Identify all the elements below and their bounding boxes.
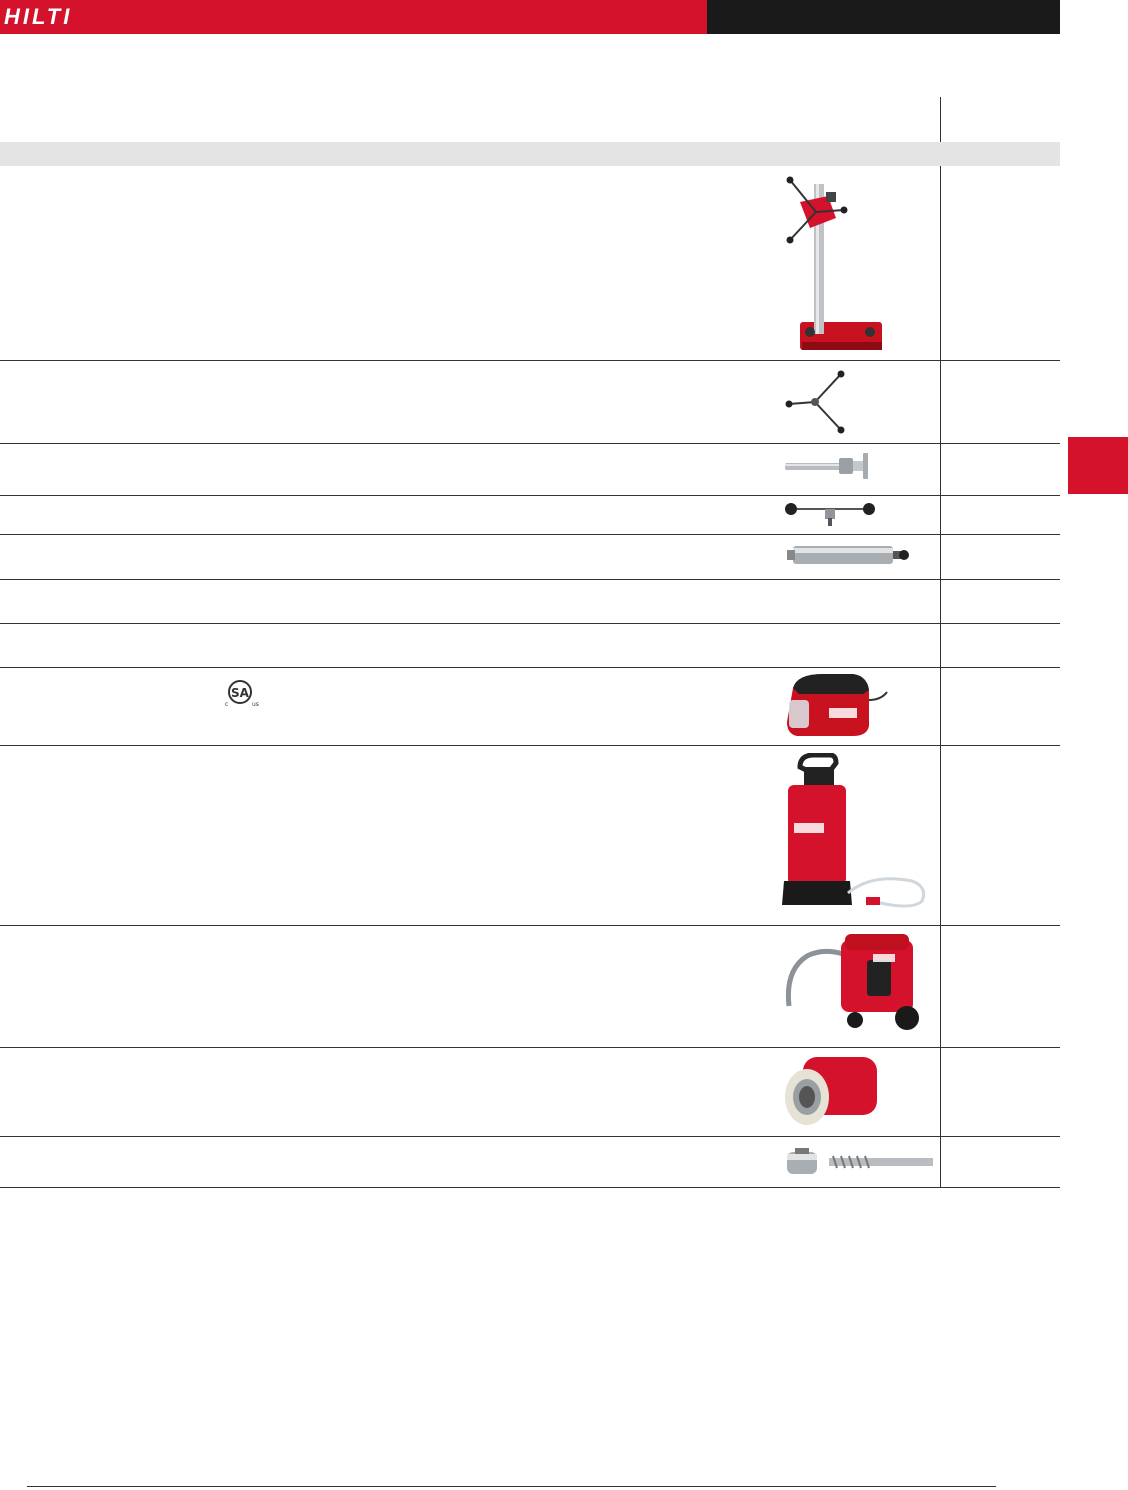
svg-text:SA: SA [231, 686, 249, 700]
section-header-band [0, 142, 1060, 166]
row-divider [0, 1187, 1060, 1188]
t-handle-icon [783, 500, 877, 528]
footer-rule [27, 1486, 996, 1487]
row-divider [0, 360, 1060, 361]
row-divider [0, 534, 1060, 535]
wet-vacuum-icon [783, 930, 925, 1032]
row-divider [0, 1136, 1060, 1137]
brand-header-bar [0, 0, 707, 34]
csa-mark-icon [221, 677, 259, 707]
chapter-side-tab [1068, 437, 1128, 494]
adapter-bit-icon [783, 1144, 935, 1180]
vacuum-pump-icon [783, 670, 889, 740]
svg-text:c: c [225, 701, 229, 707]
water-collector-icon [783, 1053, 879, 1129]
spindle-anchor-icon [783, 451, 877, 481]
row-divider [0, 579, 1060, 580]
cross-handle-icon [783, 368, 847, 436]
svg-text:us: us [252, 701, 259, 707]
row-divider [0, 1047, 1060, 1048]
column-divider [940, 97, 941, 1187]
row-divider [0, 495, 1060, 496]
row-divider [0, 745, 1060, 746]
row-divider [0, 443, 1060, 444]
hilti-logo: HILTI [4, 4, 73, 29]
header-dark-bar [707, 0, 1060, 34]
row-divider [0, 925, 1060, 926]
water-tank-icon [782, 753, 928, 918]
drill-stand-icon [780, 172, 890, 356]
column-extension-icon [783, 540, 913, 570]
row-divider [0, 623, 1060, 624]
row-divider [0, 667, 1060, 668]
